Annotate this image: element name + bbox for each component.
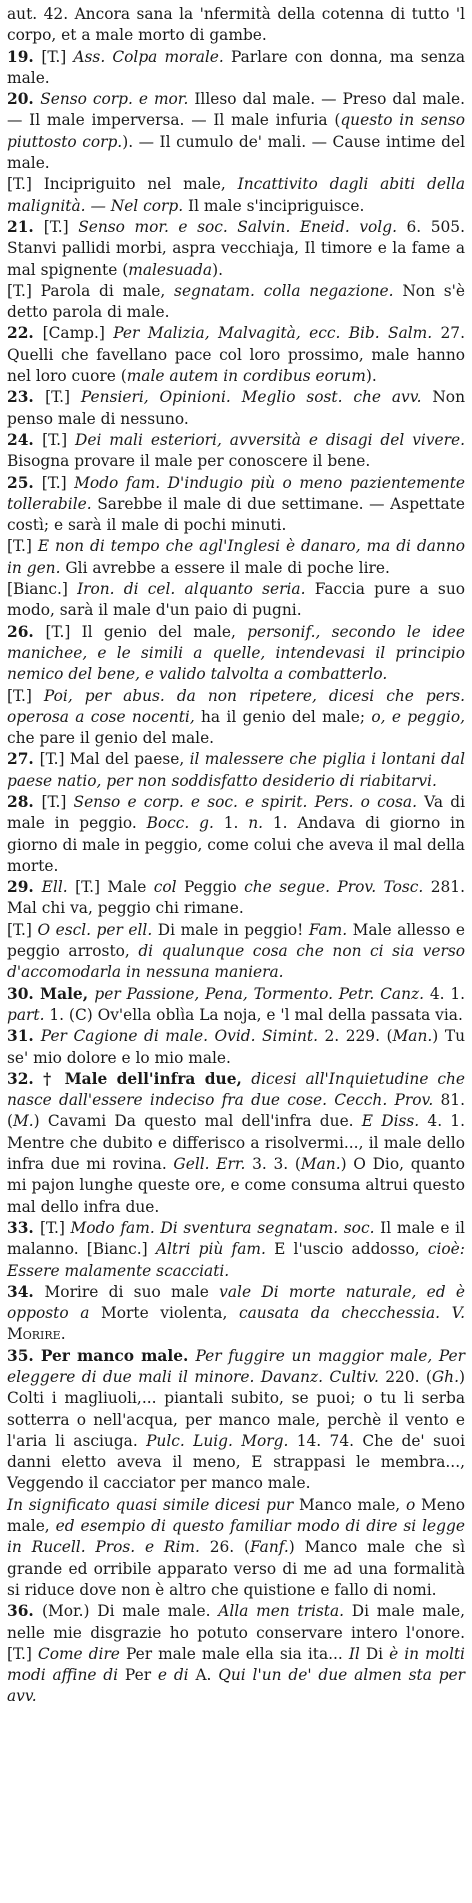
text-run: 1. — [223, 814, 249, 833]
text-run: [T.] — [43, 217, 79, 236]
text-run: O escl. per ell. — [37, 920, 158, 939]
text-run: dicesi all'Inquietudine che nasce dall'essere indeciso fra due cose. Cecch. Prov. — [7, 1069, 465, 1110]
text-run: Manco male, — [299, 1495, 406, 1514]
entry-paragraph — [7, 174, 465, 217]
text-run: Modo fam. D'indugio più o meno pazientemente tollerabile. — [7, 473, 465, 513]
text-run: In significato quasi simile dicesi pur — [7, 1495, 300, 1514]
text-run: A. — [195, 1666, 219, 1685]
entry-paragraph — [7, 89, 465, 174]
text-run: Fam. — [308, 920, 353, 939]
entry-paragraph — [7, 4, 465, 47]
entry-paragraph — [7, 387, 465, 430]
text-run: Non s'è detto parola di male. — [7, 281, 466, 322]
text-run: 31. — [7, 1027, 41, 1046]
text-run: 2. 229. ( — [324, 1027, 393, 1046]
entry-paragraph — [7, 749, 465, 792]
text-run: il malessere che piglia i lontani dal paese natio, per non soddisfatto desiderio di riabitarvi. — [7, 750, 466, 790]
text-run: Gli avrebbe a essere il male di poche lire. — [65, 558, 390, 577]
text-run: di qualunque cosa che non ci sia verso d'accomodarla in nessuna maniera. — [7, 942, 465, 982]
text-run: Meno male, — [7, 1495, 465, 1536]
text-run: part. — [7, 1005, 50, 1024]
text-run: ). — Il cumulo de' mali. — Cause intime del male. — [7, 132, 465, 173]
entry-paragraph — [7, 1601, 465, 1707]
text-run: [Camp.] — [42, 324, 114, 343]
text-run: [T.] Il genio del male, — [45, 622, 248, 641]
entry-paragraph — [7, 1026, 465, 1069]
text-run: Il — [348, 1644, 366, 1663]
text-run: 19. — [7, 47, 42, 66]
text-run: Di — [365, 1644, 390, 1663]
text-run: che segue. Prov. Tosc. — [244, 878, 431, 897]
text-run: Faccia pure a suo modo, sarà il male d'un paio di pugni. — [7, 580, 465, 620]
text-run: 3. 3. ( — [252, 1155, 301, 1174]
text-run: Altri più fam. — [155, 1240, 275, 1259]
text-run: ha il genio del male; — [201, 707, 372, 726]
text-run: [T.] — [41, 473, 75, 492]
entry-paragraph — [7, 47, 465, 90]
text-run: [T.] Incipriguito nel male, — [7, 175, 238, 194]
text-run: 4. 1. Mentre che dubito e differisco a risolvermi..., il male dello infra due mi rovina. — [7, 1112, 465, 1174]
text-run: personif., secondo le idee manichee, e le simili a quelle, intendevasi il principio nemico del bene, e valido talvolta a combatterlo. — [7, 622, 465, 684]
text-run: Pensieri, Opinioni. Meglio sost. che avv. — [80, 388, 433, 407]
text-run: [T.] — [7, 920, 38, 939]
text-run: Il male s'incipriguisce. — [188, 196, 365, 215]
text-run: 281. Mal chi va, peggio chi rimane. — [7, 878, 465, 918]
text-run: 20. — [7, 90, 41, 109]
text-run: Il male e il malanno. [Bianc.] — [7, 1218, 465, 1259]
text-run: [T.] — [42, 430, 75, 449]
text-run: (Mor.) Di male male. — [41, 1602, 219, 1621]
text-run: Man. — [392, 1027, 433, 1046]
text-run: 24. — [7, 430, 43, 449]
text-run: ) Cavami Da questo mal dell'infra due. — [33, 1112, 362, 1131]
text-run: 25. — [7, 473, 42, 492]
text-run: 26. — [7, 622, 46, 641]
text-run: 33. — [7, 1218, 40, 1237]
text-run: causata da checchessia. V. — [238, 1304, 465, 1323]
entry-paragraph — [7, 792, 465, 877]
text-run: 35. Per manco male. — [7, 1346, 196, 1365]
text-run: Gh. — [431, 1368, 459, 1386]
text-run: 220. ( — [385, 1368, 432, 1386]
entry-paragraph — [7, 920, 465, 984]
text-run: 23. — [7, 388, 46, 407]
text-run: Ell. — [41, 878, 76, 897]
text-run: 29. — [7, 878, 42, 897]
text-run: 1. (C) Ov'ella oblìa La noja, e 'l mal della passata via. — [49, 1005, 463, 1024]
text-run: Dei mali esteriori, avversità e disagi del vivere. — [75, 430, 466, 449]
text-run: E Diss. — [361, 1112, 428, 1131]
text-run: o — [405, 1495, 421, 1514]
text-run: Senso corp. e mor. — [40, 90, 195, 109]
text-run: [Bianc.] — [7, 580, 78, 599]
text-run: 28. — [7, 792, 42, 811]
text-run: 27. Quelli che favellano pace col loro prossimo, male hanno nel loro cuore ( — [7, 324, 465, 386]
text-run: [T.] Parola di male, — [7, 281, 175, 300]
text-run: Per fuggire un maggior male, Per eleggere di due mali il minore. Davanz. Cultiv. — [7, 1346, 465, 1386]
text-run: ). — [212, 260, 223, 279]
text-run: è in molti modi affine di — [7, 1644, 465, 1685]
text-run: [T.] — [41, 792, 74, 811]
text-run: Come dire — [37, 1644, 126, 1663]
entry-paragraph — [7, 281, 465, 324]
text-run: vale Di morte naturale, ed è opposto a — [7, 1282, 466, 1323]
text-run: Per Malizia, Malvagità, ecc. Bib. Salm. — [113, 324, 441, 343]
text-run: Modo fam. Di sventura segnatam. soc. — [70, 1218, 381, 1237]
text-run: Man. — [300, 1155, 341, 1174]
text-run: e di — [157, 1666, 196, 1685]
text-run: Va di male in peggio. — [7, 792, 465, 833]
text-run: Per male male ella sia ita... — [125, 1644, 349, 1663]
text-run: 27. — [7, 750, 40, 769]
text-run: 4. 1. — [429, 984, 466, 1003]
text-run: E non di tempo che agl'Inglesi è danaro, ma di danno in gen. — [7, 537, 466, 577]
text-run: [T.] — [7, 686, 44, 705]
text-run: Per Cagione di male. Ovid. Simint. — [40, 1027, 325, 1046]
text-run: [T.] Mal del paese, — [39, 750, 190, 769]
text-run: Di male in peggio! — [157, 920, 309, 939]
entry-paragraph — [7, 1218, 465, 1282]
text-run: ed esempio di questo familiar modo di dire si legge in Rucell. Pros. e Rim. — [7, 1517, 465, 1557]
entry-paragraph — [7, 1069, 465, 1218]
text-run: Incattivito dagli abiti della malignità. — Nel corp. — [7, 175, 465, 215]
text-run: 22. — [7, 324, 43, 343]
text-run: 6. 505. Stanvi pallidi morbi, aspra vecchiaja, Il timore e la fame a mal spignente ( — [7, 217, 465, 279]
text-run: Bisogna provare il male per conoscere il bene. — [7, 452, 371, 471]
text-run: [T.] — [41, 47, 74, 66]
text-run: 21. — [7, 217, 44, 236]
text-run: [T.] — [7, 537, 38, 556]
text-run: Non penso male di nessuno. — [7, 388, 465, 428]
text-run: Parlare con donna, ma senza male. — [7, 47, 465, 87]
entry-paragraph — [7, 579, 465, 622]
entry-paragraph — [7, 686, 465, 750]
text-run: questo in senso piuttosto corp. — [7, 111, 465, 151]
text-run: 26. ( — [209, 1538, 251, 1557]
entry-paragraph — [7, 473, 465, 537]
text-run: ). — [365, 367, 377, 386]
entry-paragraph — [7, 622, 465, 686]
entry-paragraph — [7, 1495, 465, 1601]
text-run: 1. Andava di giorno in giorno di male in peggio, come colui che aveva il mal della morte. — [7, 814, 465, 875]
text-run: 34. — [7, 1282, 45, 1301]
text-run: Ass. Colpa morale. — [73, 47, 231, 66]
text-run: Senso mor. e soc. Salvin. Eneid. volg. — [78, 217, 407, 236]
text-run: Illeso dal male. — Preso dal male. — Il male imperversa. — Il male infuria ( — [7, 90, 466, 130]
text-run: Sarebbe il male di due settimane. — Aspettate costì; e sarà il male di pochi minuti. — [7, 494, 465, 535]
text-run: che pare il genio del male. — [7, 729, 215, 748]
text-run: Fanf. — [250, 1538, 289, 1557]
text-run: Iron. di cel. alquanto seria. — [77, 580, 315, 599]
entry-paragraph — [7, 323, 465, 387]
text-run: Alla men trista. — [218, 1602, 352, 1621]
text-run: 32. † Male dell'infra due, — [7, 1069, 252, 1088]
text-run: Poi, per abus. da non ripetere, dicesi che pers. operosa a cose nocenti, — [7, 686, 465, 726]
text-run: tutto 'l corpo, et a male morto di gambe. — [7, 5, 466, 45]
text-run: Bocc. g. — [146, 814, 224, 833]
text-run: M. — [13, 1112, 34, 1131]
text-run: [T.] — [45, 388, 81, 407]
text-run: ) O Dio, quanto mi pajon lunghe queste ore, e come consuma altrui questo mal dello infra due. — [7, 1155, 465, 1216]
text-run: Senso e corp. e soc. e spirit. Pers. o cosa. — [73, 792, 425, 811]
text-run: Pulc. Luig. Morg. — [146, 1431, 297, 1450]
entry-paragraph — [7, 984, 465, 1027]
text-run: ) Tu se' mio dolore e lo mio male. — [7, 1027, 465, 1067]
entry-paragraph — [7, 536, 465, 579]
text-run: [T.] — [39, 1218, 71, 1237]
text-run: segnatam. colla negazione. — [174, 281, 403, 300]
text-run: Gell. Err. — [173, 1155, 253, 1174]
entry-paragraph — [7, 877, 465, 920]
text-run: Morte violenta, — [101, 1304, 239, 1323]
text-run: o, e peggio, — [371, 707, 466, 726]
text-run: n. — [248, 814, 273, 833]
text-run: Di male male, nelle mie disgrazie ho potuto conservare intero l'onore. [T.] — [7, 1602, 465, 1663]
text-run: col — [153, 878, 185, 897]
text-run: Morire di suo male — [44, 1282, 220, 1301]
text-run: 14. 74. Che de' suoi danni eletto aveva il meno, E strappasi le membra..., Veggendo il cacciator per manco male. — [7, 1431, 465, 1493]
text-run: male autem in cordibus eorum — [126, 367, 366, 386]
text-run: Morire. — [7, 1325, 66, 1344]
text-run: per Passione, Pena, Tormento. Petr. Canz. — [94, 984, 430, 1003]
text-run: ) Colti i magliuoli,... piantali subito, se puoi; o tu li serba sotterra o nell'acqua, per manco male, perchè il vento e l'aria li asciuga. — [7, 1368, 465, 1450]
text-run: Per — [124, 1666, 158, 1685]
text-run: E l'uscio addosso, — [274, 1240, 428, 1259]
text-run: 81. ( — [7, 1091, 465, 1131]
text-run: ) Manco male che sì grande ed orribile apparato verso di me ad una formalità si riduce dove non è altro che quistione e fallo di nomi. — [7, 1538, 466, 1599]
text-run: [T.] Male — [75, 878, 154, 897]
entry-paragraph — [7, 217, 465, 281]
text-run: aut. 42. Ancora sana la 'nfermità della cotenna di — [7, 5, 406, 23]
text-run: Male allesso e peggio arrosto, — [7, 920, 465, 961]
entry-paragraph — [7, 430, 465, 473]
entry-paragraph — [7, 1346, 465, 1495]
text-run: Peggio — [184, 878, 245, 897]
text-run: Qui l'un de' due almen sta per avv. — [7, 1666, 466, 1706]
text-run: malesuada — [128, 260, 213, 279]
text-run: 36. — [7, 1602, 42, 1621]
text-run: cioè: Essere malamente scacciati. — [7, 1240, 465, 1280]
text-run: 30. Male, — [7, 984, 95, 1003]
entry-paragraph — [7, 1282, 465, 1346]
